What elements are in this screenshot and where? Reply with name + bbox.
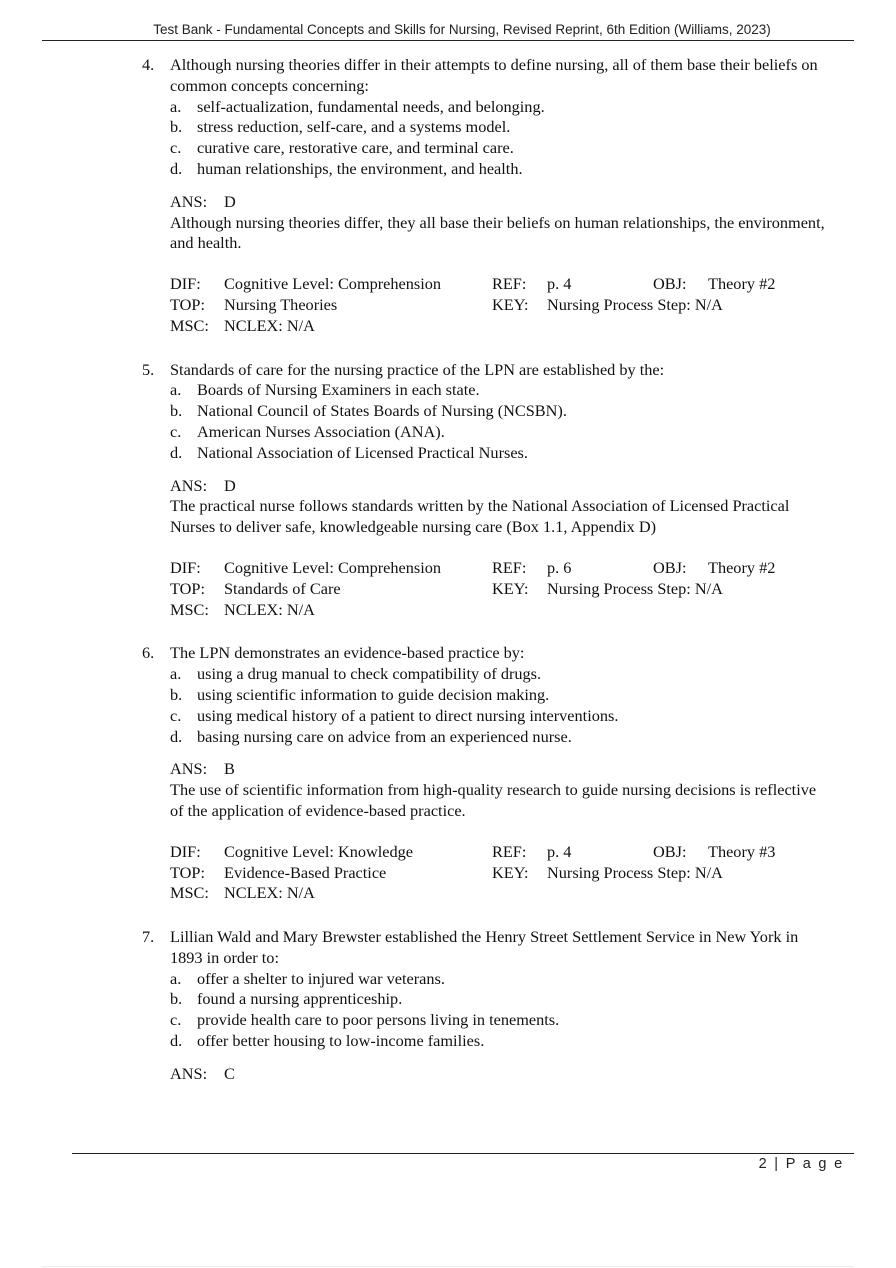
option-b: b. National Council of States Boards of Nursing (NCSBN).	[170, 401, 567, 421]
rationale: The use of scientific information from high-quality research to guide nursing decisions is reflective of the application of evidence-based practice.	[170, 780, 817, 820]
answer-line: ANS: D	[170, 475, 236, 495]
topic: Nursing Theories	[224, 294, 338, 314]
question-4	[0, 55, 896, 337]
reference: p. 4	[547, 841, 572, 861]
answer-line: ANS: D	[170, 191, 236, 211]
reference: p. 6	[547, 557, 572, 577]
question-7	[0, 927, 896, 1085]
question-5	[0, 360, 896, 621]
option-b: b. using scientific information to guide decision making.	[170, 684, 550, 704]
header-divider	[42, 40, 854, 41]
option-b: b. stress reduction, self-care, and a systems model.	[170, 117, 511, 137]
topic: Standards of Care	[224, 578, 341, 598]
rationale: The practical nurse follows standards written by the National Association of Licensed Practical Nurses to deliver safe, knowledgeable nursing care (Box 1.1, Appendix D)	[170, 496, 790, 537]
option-list	[0, 969, 896, 1052]
page-number: 2 | P a g e	[758, 1156, 844, 1172]
answer-line: ANS: B	[170, 759, 235, 779]
option-d: d. National Association of Licensed Practical Nurses.	[170, 442, 528, 462]
difficulty: Cognitive Level: Comprehension	[224, 274, 442, 294]
option-b: b. found a nursing apprenticeship.	[170, 989, 403, 1009]
answer-value: D	[224, 191, 236, 211]
option-c: c. American Nurses Association (ANA).	[170, 421, 445, 441]
question-6	[0, 643, 896, 904]
answer-value: B	[224, 759, 235, 779]
option-d: d. offer better housing to low-income families.	[170, 1031, 485, 1051]
question-stem: Although nursing theories differ in their attempts to define nursing, all of them base their beliefs on common concepts concerning:	[170, 55, 818, 95]
option-a: a. Boards of Nursing Examiners in each state.	[170, 380, 480, 400]
question-number: 6.	[142, 643, 155, 663]
key: Nursing Process Step: N/A	[547, 862, 723, 882]
option-c: c. curative care, restorative care, and terminal care.	[170, 138, 514, 158]
rationale: Although nursing theories differ, they all base their beliefs on human relationships, the environment, and health.	[170, 212, 825, 253]
option-list	[0, 664, 896, 747]
question-metadata: DIF: Cognitive Level: Knowledge REF: p. 4 OBJ: Theory #3 TOP: Evidence-Based Practice KEY: Nursing Process Step: N/A MSC: NCLEX: N/A	[170, 841, 776, 903]
difficulty: Cognitive Level: Knowledge	[224, 841, 413, 861]
key: Nursing Process Step: N/A	[547, 578, 723, 598]
option-list	[0, 97, 896, 180]
option-d: d. basing nursing care on advice from an experienced nurse.	[170, 726, 572, 746]
answer-value: D	[224, 475, 236, 495]
objective: Theory #2	[708, 557, 776, 577]
misc: NCLEX: N/A	[224, 315, 315, 335]
objective: Theory #2	[708, 274, 776, 294]
question-metadata: DIF: Cognitive Level: Comprehension REF: p. 4 OBJ: Theory #2 TOP: Nursing Theories KEY: Nursing Process Step: N/A MSC: NCLEX: N/A	[170, 274, 776, 335]
option-d: d. human relationships, the environment, and health.	[170, 158, 523, 178]
option-list	[0, 380, 896, 463]
option-c: c. using medical history of a patient to direct nursing interventions.	[170, 705, 619, 725]
footer-divider	[72, 1153, 854, 1154]
question-metadata: DIF: Cognitive Level: Comprehension REF: p. 6 OBJ: Theory #2 TOP: Standards of Care KEY: Nursing Process Step: N/A MSC: NCLEX: N/A	[170, 557, 776, 619]
option-a: a. using a drug manual to check compatibility of drugs.	[170, 664, 542, 684]
misc: NCLEX: N/A	[224, 883, 315, 903]
question-stem: Lillian Wald and Mary Brewster established the Henry Street Settlement Service in New York in 1893 in order to:	[170, 927, 799, 967]
option-a: a. self-actualization, fundamental needs, and belonging.	[170, 96, 545, 116]
question-number: 4.	[142, 55, 155, 74]
answer-value: C	[224, 1063, 235, 1083]
question-stem: The LPN demonstrates an evidence-based practice by:	[170, 643, 525, 663]
question-list	[0, 55, 896, 1108]
reference: p. 4	[547, 274, 572, 294]
option-c: c. provide health care to poor persons living in tenements.	[170, 1010, 560, 1030]
misc: NCLEX: N/A	[224, 599, 315, 619]
running-header: Test Bank - Fundamental Concepts and Skills for Nursing, Revised Reprint, 6th Edition (Williams, 2023)	[153, 22, 771, 37]
difficulty: Cognitive Level: Comprehension	[224, 557, 442, 577]
option-a: a. offer a shelter to injured war veterans.	[170, 968, 445, 988]
page-edge	[42, 1266, 854, 1267]
key: Nursing Process Step: N/A	[547, 294, 723, 314]
answer-line: ANS: C	[170, 1063, 235, 1083]
topic: Evidence-Based Practice	[224, 862, 387, 882]
question-number: 5.	[142, 359, 155, 379]
question-number: 7.	[142, 927, 155, 947]
question-stem: Standards of care for the nursing practice of the LPN are established by the:	[170, 359, 665, 379]
objective: Theory #3	[708, 841, 776, 861]
